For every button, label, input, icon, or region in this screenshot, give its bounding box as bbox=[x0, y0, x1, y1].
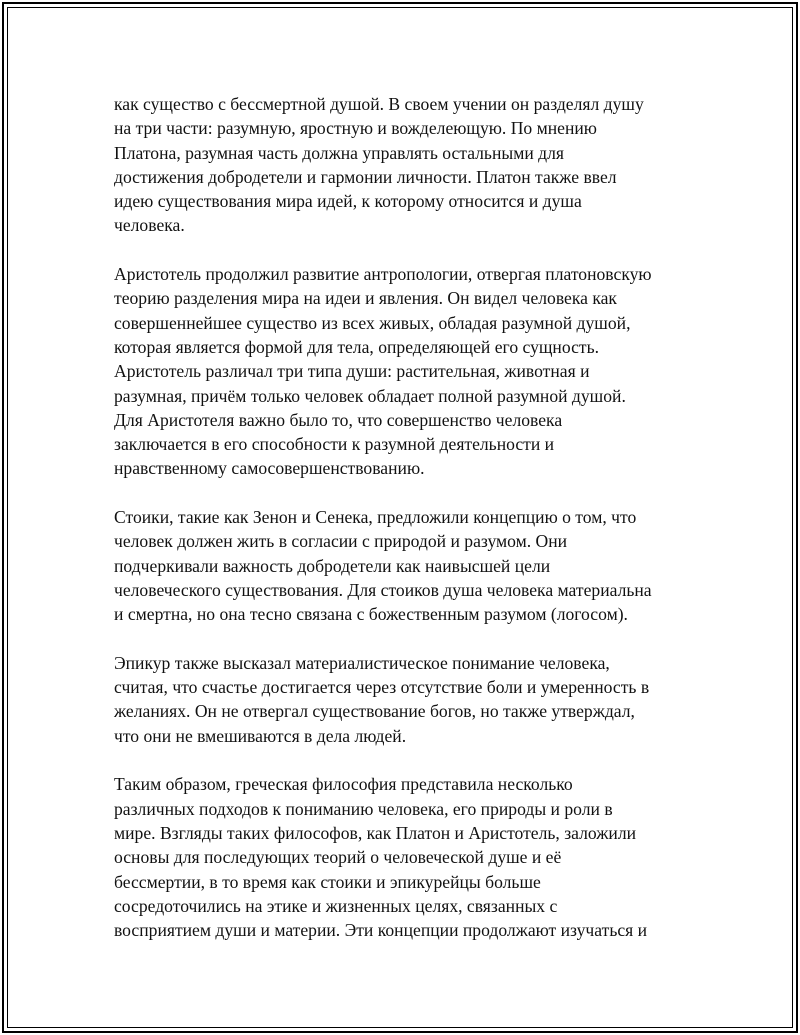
paragraph-stoics bbox=[114, 505, 684, 626]
text-line: человека. bbox=[114, 215, 185, 236]
text-line: считая, что счастье достигается через отсутствие боли и умеренность в bbox=[114, 677, 650, 698]
paragraph-aristotle bbox=[114, 262, 684, 481]
text-line: бессмертии, в то время как стоики и эпикурейцы больше bbox=[114, 871, 541, 892]
text-line: восприятием души и материи. Эти концепции продолжают изучаться и bbox=[114, 920, 648, 941]
text-line: заключается в его способности к разумной деятельности и bbox=[114, 434, 555, 455]
text-line: на три части: разумную, яростную и вожделеющую. По мнению bbox=[114, 118, 597, 139]
text-line: разумная, причём только человек обладает полной разумной душой. bbox=[114, 385, 626, 406]
paragraph-epicurus bbox=[114, 651, 684, 748]
text-line: основы для последующих теорий о человеческой душе и её bbox=[114, 847, 562, 868]
text-line: Для Аристотеля важно было то, что совершенство человека bbox=[114, 409, 563, 430]
text-line: человеческого существования. Для стоиков душа человека материальна bbox=[114, 579, 652, 600]
text-line: совершеннейшее существо из всех живых, обладая разумной душой, bbox=[114, 312, 631, 333]
text-line: человек должен жить в согласии с природой и разумом. Они bbox=[114, 531, 568, 552]
text-line: Эпикур также высказал материалистическое понимание человека, bbox=[114, 652, 610, 673]
text-line: Аристотель различал три типа души: растительная, животная и bbox=[114, 361, 590, 382]
text-line: идею существования мира идей, к которому относится и душа bbox=[114, 191, 582, 212]
paragraph-conclusion bbox=[114, 772, 684, 942]
text-line: как существо с бессмертной душой. В своем учении он разделял душу bbox=[114, 94, 644, 114]
text-line: подчеркивали важность добродетели как наивысшей цели bbox=[114, 555, 551, 576]
document-body bbox=[114, 92, 684, 967]
text-line: Платона, разумная часть должна управлять остальными для bbox=[114, 142, 564, 163]
text-line: и смертна, но она тесно связана с божественным разумом (логосом). bbox=[114, 604, 628, 625]
text-line: сосредоточились на этике и жизненных целях, связанных с bbox=[114, 895, 558, 916]
text-line: теорию разделения мира на идеи и явления. Он видел человека как bbox=[114, 288, 617, 309]
text-line: которая является формой для тела, определяющей его сущность. bbox=[114, 336, 600, 357]
text-line: различных подходов к пониманию человека, его природы и роли в bbox=[114, 798, 613, 819]
text-line: мире. Взгляды таких философов, как Платон и Аристотель, заложили bbox=[114, 822, 637, 843]
text-line: нравственному самосовершенствованию. bbox=[114, 458, 425, 479]
text-line: достижения добродетели и гармонии личности. Платон также ввел bbox=[114, 166, 617, 187]
paragraph-plato bbox=[114, 92, 684, 238]
text-line: желаниях. Он не отвергал существование богов, но также утверждал, bbox=[114, 701, 635, 722]
text-line: Стоики, такие как Зенон и Сенека, предложили концепцию о том, что bbox=[114, 507, 637, 528]
text-line: что они не вмешиваются в дела людей. bbox=[114, 725, 407, 746]
text-line: Таким образом, греческая философия представила несколько bbox=[114, 774, 573, 795]
text-line: Аристотель продолжил развитие антропологии, отвергая платоновскую bbox=[114, 264, 652, 285]
